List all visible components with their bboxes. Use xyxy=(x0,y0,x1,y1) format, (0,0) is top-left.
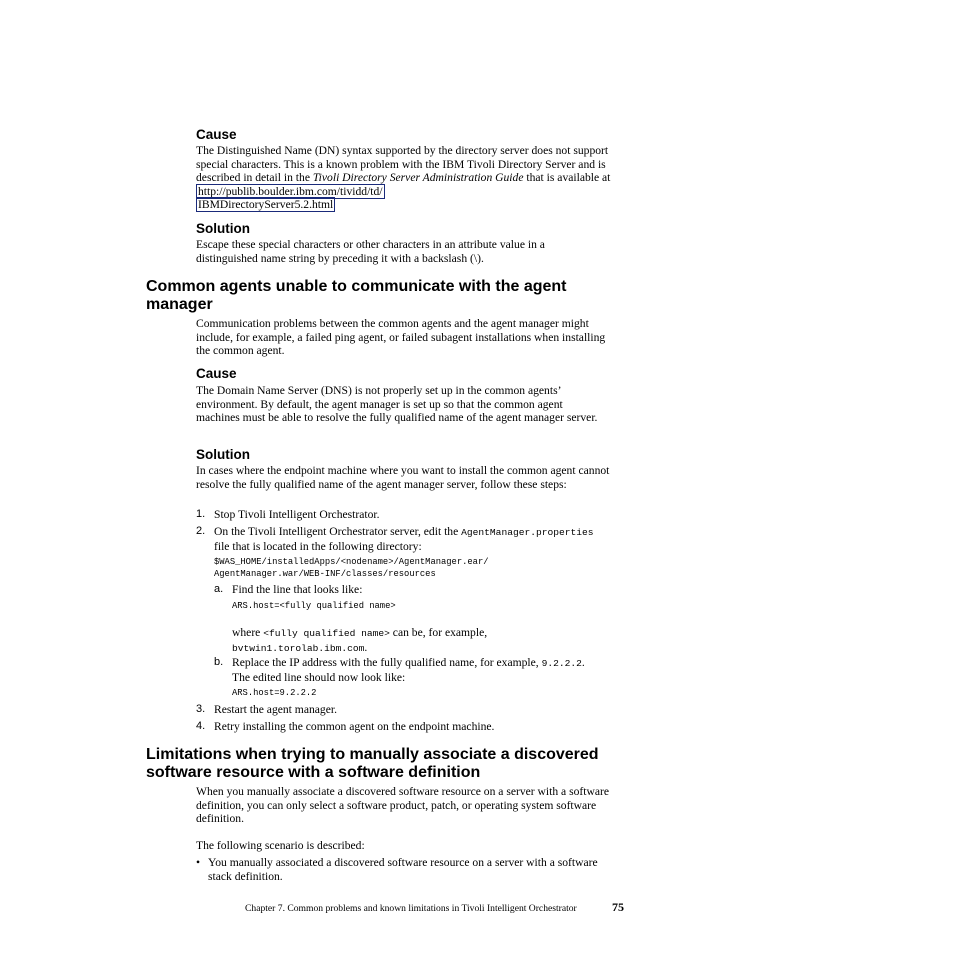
substep-b-text-a: Replace the IP address with the fully qualified name, for example, xyxy=(232,656,542,669)
where-code: <fully qualified name> xyxy=(263,628,390,639)
substep-b-ip: 9.2.2.2 xyxy=(541,658,582,669)
section-intro-limitations: When you manually associate a discovered software resource on a server with a software definition, you can only select a software product, patch, or operating system software definition. xyxy=(196,785,610,826)
step-1-text: Stop Tivoli Intelligent Orchestrator. xyxy=(214,508,380,521)
cause-heading: Cause xyxy=(196,127,237,142)
where-paragraph xyxy=(232,626,612,655)
step-2-number: 2. xyxy=(196,525,206,537)
substep-a-number: a. xyxy=(214,583,224,595)
cause-heading-2: Cause xyxy=(196,366,237,381)
footer-chapter: Chapter 7. Common problems and known limitations in Tivoli Intelligent Orchestrator xyxy=(245,903,577,914)
where-text-b: can be, for example, xyxy=(389,626,488,639)
page-number: 75 xyxy=(612,900,624,914)
substep-a-code: ARS.host=<fully qualified name> xyxy=(232,601,396,611)
where-example: bvtwin1.torolab.ibm.com xyxy=(232,642,365,654)
directory-path: $WAS_HOME/installedApps/<nodename>/AgentManager.ear/ AgentManager.war/WEB-INF/classes/resources xyxy=(214,557,489,579)
substep-b-code: ARS.host=9.2.2.2 xyxy=(232,688,317,698)
substep-b-text-b: . xyxy=(581,656,585,669)
scenario-text: The following scenario is described: xyxy=(196,839,365,852)
section-intro-agents: Communication problems between the common agents and the agent manager might include, for example, a failed ping agent, or failed subagent installations when installing the common agent. xyxy=(196,317,606,358)
step-3-text: Restart the agent manager. xyxy=(214,703,337,716)
solution-heading-2: Solution xyxy=(196,447,250,462)
publib-link-continued[interactable]: IBMDirectoryServer5.2.html xyxy=(198,198,334,212)
solution-heading: Solution xyxy=(196,221,250,236)
admin-guide-title: Tivoli Directory Server Administration Guide xyxy=(312,171,524,185)
where-end: . xyxy=(364,640,368,654)
solution-paragraph-2: In cases where the endpoint machine where you want to install the common agent cannot resolve the fully qualified name of the agent manager server, follow these steps: xyxy=(196,464,610,491)
substep-b-text-c: The edited line should now look like: xyxy=(232,670,406,684)
step-4-text: Retry installing the common agent on the endpoint machine. xyxy=(214,720,495,733)
publib-link[interactable]: http://publib.boulder.ibm.com/tividd/td/ xyxy=(198,184,383,198)
step-2-text xyxy=(214,525,624,553)
cause-text-a: The Distinguished Name (DN) syntax supported by the directory server does not support special characters. This is a known problem with the IBM Tivoli Directory Server and is described in detail in the xyxy=(196,144,609,185)
properties-file: AgentManager.properties xyxy=(461,527,594,538)
step-2-text-a: On the Tivoli Intelligent Orchestrator server, edit the xyxy=(214,525,462,538)
substep-b-text xyxy=(232,656,632,684)
substep-b-number: b. xyxy=(214,656,224,668)
section-title-limitations: Limitations when trying to manually associate a discovered software resource with a software definition xyxy=(146,746,599,781)
step-1-number: 1. xyxy=(196,508,206,520)
section-title-agents: Common agents unable to communicate with the agent manager xyxy=(146,278,567,313)
substep-a-text: Find the line that looks like: xyxy=(232,583,363,596)
step-4-number: 4. xyxy=(196,720,206,732)
bullet-marker: • xyxy=(196,856,201,869)
where-text-a: where xyxy=(232,626,264,639)
bullet-text: You manually associated a discovered software resource on a server with a software stack definition. xyxy=(208,856,598,883)
step-2-text-b: file that is located in the following directory: xyxy=(214,539,422,553)
solution-paragraph: Escape these special characters or other characters in an attribute value in a distinguished name string by preceding it with a backslash (\). xyxy=(196,238,545,265)
step-3-number: 3. xyxy=(196,703,206,715)
cause-paragraph xyxy=(196,144,624,212)
cause-paragraph-2: The Domain Name Server (DNS) is not properly set up in the common agents’ environment. By default, the agent manager is set up so that the common agent machines must be able to resolve the fully qualified name of the agent manager server. xyxy=(196,384,598,425)
cause-text-b: that is available at xyxy=(523,171,611,185)
